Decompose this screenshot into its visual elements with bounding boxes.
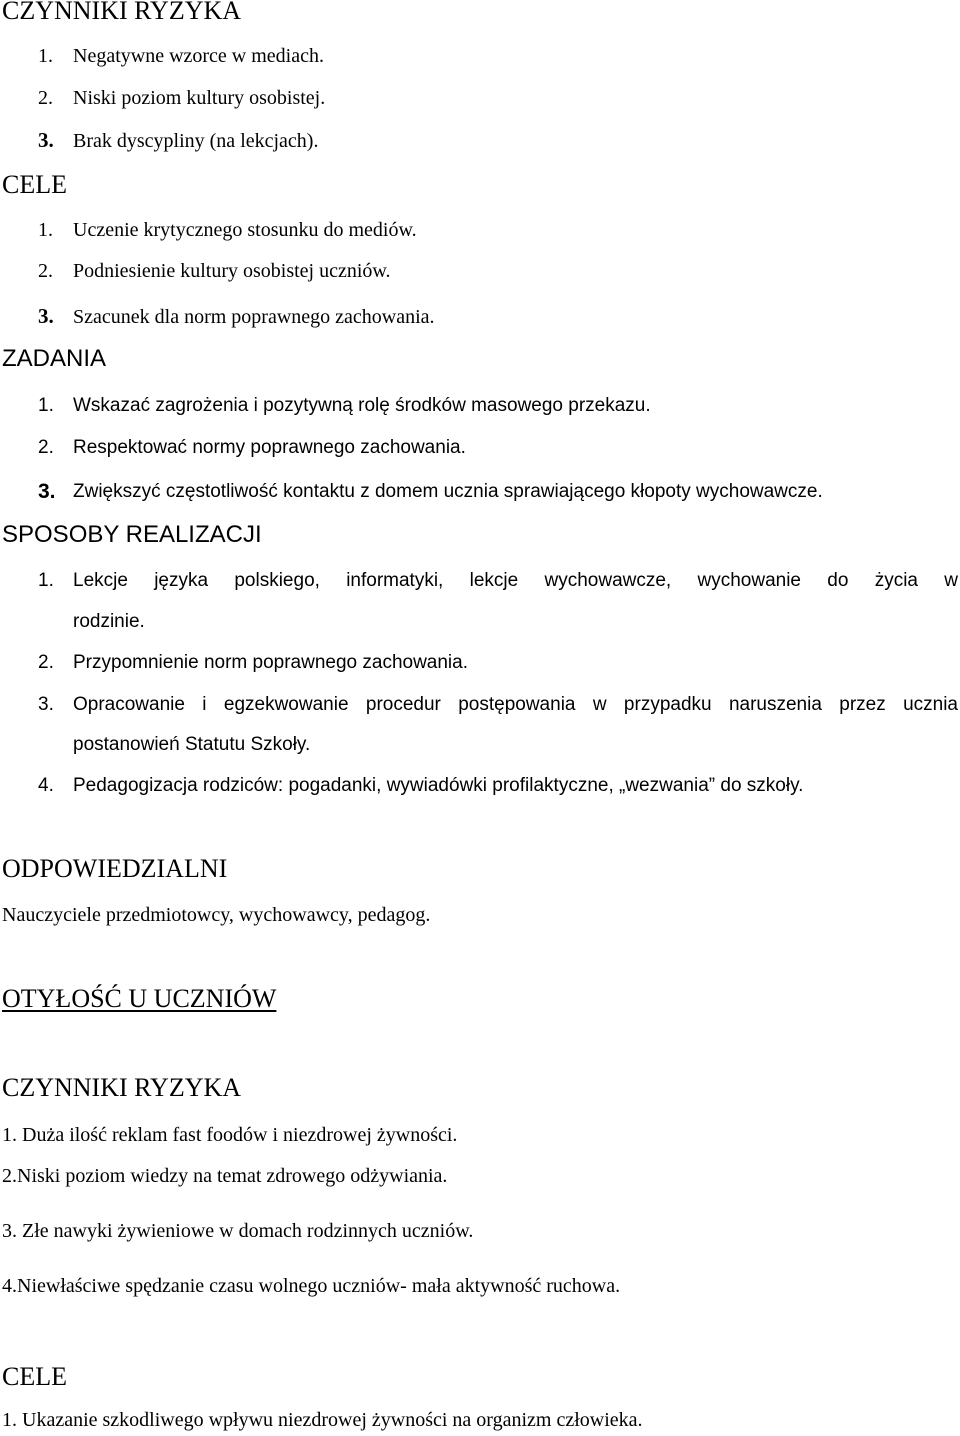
list-item: Negatywne wzorce w mediach.: [73, 45, 324, 67]
list-number: 3.: [38, 480, 56, 503]
list-number: 4.: [38, 775, 54, 796]
list-item: Wskazać zagrożenia i pozytywną rolę środków masowego przekazu.: [73, 395, 651, 416]
list-number: 1.: [38, 45, 53, 67]
heading-czynniki-ryzyka: CZYNNIKI RYZYKA: [2, 0, 242, 25]
heading-odpowiedzialni: ODPOWIEDZIALNI: [2, 854, 228, 883]
list-item: 4.Niewłaściwe spędzanie czasu wolnego uczniów- mała aktywność ruchowa.: [2, 1275, 621, 1297]
list-number: 1.: [38, 219, 53, 241]
list-item: Respektować normy poprawnego zachowania.: [73, 437, 466, 458]
heading-zadania: ZADANIA: [2, 345, 107, 372]
section-title-otylosc: OTYŁOŚĆ U UCZNIÓW: [2, 984, 277, 1013]
list-number: 3.: [38, 128, 54, 152]
list-number: 1.: [38, 570, 54, 591]
list-number: 2.: [38, 437, 54, 458]
list-item: Przypomnienie norm poprawnego zachowania.: [73, 652, 469, 673]
list-number: 2.: [38, 652, 54, 673]
heading-czynniki-ryzyka: CZYNNIKI RYZYKA: [2, 1073, 242, 1102]
heading-cele: CELE: [2, 1362, 67, 1391]
list-item-continuation: rodzinie.: [73, 611, 145, 632]
list-item: 1. Ukazanie szkodliwego wpływu niezdrowej żywności na organizm człowieka.: [2, 1409, 643, 1431]
list-item: Opracowanie i egzekwowanie procedur postępowania w przypadku naruszenia przez ucznia: [73, 694, 958, 715]
heading-cele: CELE: [2, 170, 67, 199]
list-item: Niski poziom kultury osobistej.: [73, 87, 326, 109]
paragraph-odpowiedzialni: Nauczyciele przedmiotowcy, wychowawcy, pedagog.: [2, 904, 431, 926]
list-item: Szacunek dla norm poprawnego zachowania.: [73, 306, 435, 328]
list-number: 3.: [38, 304, 54, 328]
list-item: Brak dyscypliny (na lekcjach).: [73, 130, 319, 152]
list-item: Lekcje języka polskiego, informatyki, lekcje wychowawcze, wychowanie do życia w: [73, 570, 958, 591]
list-item: 3. Złe nawyki żywieniowe w domach rodzinnych uczniów.: [2, 1220, 474, 1242]
list-number: 2.: [38, 260, 53, 282]
list-item: Uczenie krytycznego stosunku do mediów.: [73, 219, 417, 241]
list-item: Pedagogizacja rodziców: pogadanki, wywiadówki profilaktyczne, „wezwania” do szkoły.: [73, 775, 804, 796]
list-item-continuation: postanowień Statutu Szkoły.: [73, 734, 311, 755]
list-number: 1.: [38, 395, 54, 416]
list-item: 1. Duża ilość reklam fast foodów i niezdrowej żywności.: [2, 1124, 458, 1146]
list-item: Podniesienie kultury osobistej uczniów.: [73, 260, 391, 282]
list-number: 3.: [38, 694, 54, 715]
list-item: Zwiększyć częstotliwość kontaktu z domem ucznia sprawiającego kłopoty wychowawcze.: [73, 481, 823, 502]
list-item: 2.Niski poziom wiedzy na temat zdrowego odżywiania.: [2, 1165, 448, 1187]
heading-sposoby-realizacji: SPOSOBY REALIZACJI: [2, 521, 262, 548]
list-number: 2.: [38, 87, 53, 109]
